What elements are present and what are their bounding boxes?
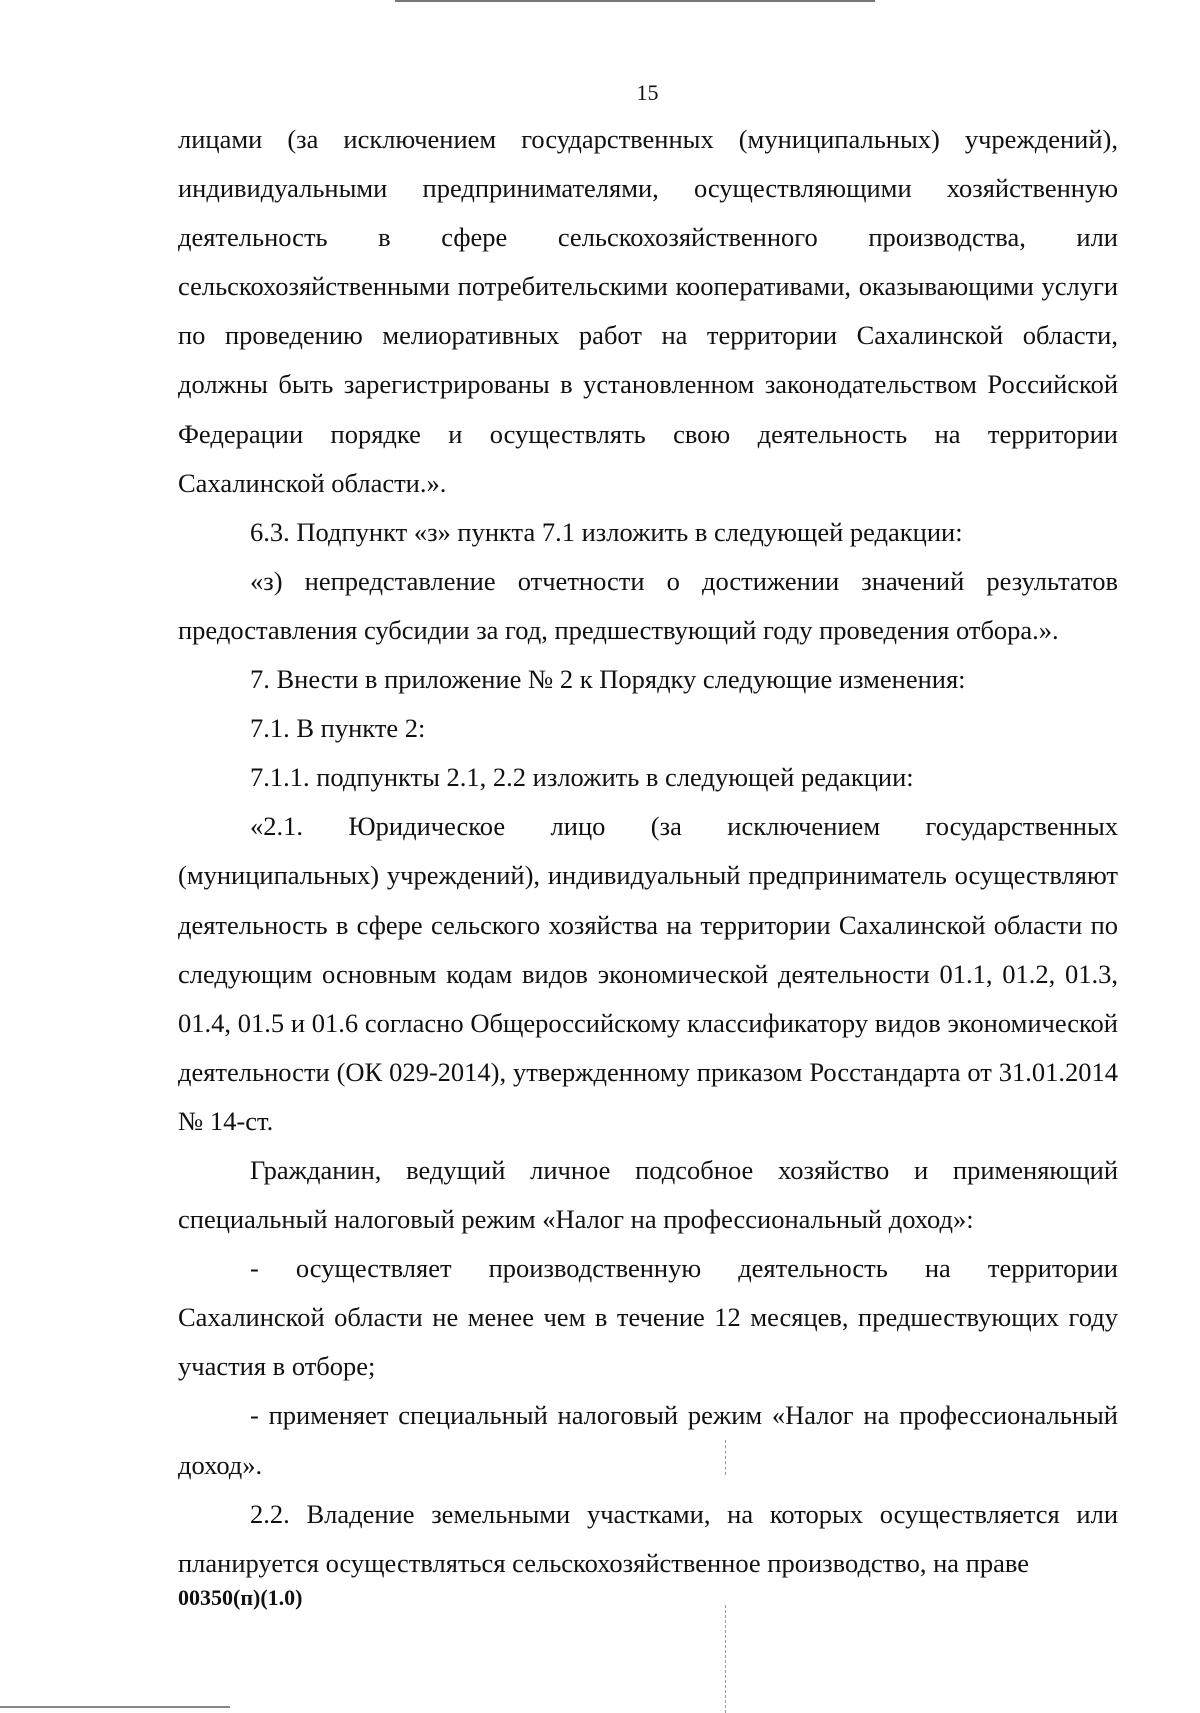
paragraph-continuation: лицами (за исключением государственных (муниципальных) учреждений), индивидуальными предпринимателями, осуществляющими хозяйственную деятельность в сфере сельскохозяйственного производства, или сельскохозяйственными потребительскими кооперативами, оказывающими услуги по проведению мелиоративных работ на территории Сахалинской области, должны быть зарегистрированы в установленном законодательством Российской Федерации порядке и осуществлять свою деятельность на территории Сахалинской области.». — [178, 124, 1118, 498]
list-item-activity: - осуществляет производственную деятельность на территории Сахалинской области не менее чем в течение 12 месяцев, предшествующих году участия в отборе; — [178, 1253, 1118, 1382]
scan-artifact-line — [725, 1605, 726, 1713]
paragraph-6-3: 6.3. Подпункт «з» пункта 7.1 изложить в следующей редакции: — [250, 516, 963, 547]
document-code: 00350(п)(1.0) — [178, 1585, 303, 1610]
scan-artifact-line — [725, 1440, 726, 1475]
page-number: 15 — [636, 80, 659, 105]
paragraph-7: 7. Внести в приложение № 2 к Порядку следующие изменения: — [250, 664, 966, 695]
paragraph-2-2: 2.2. Владение земельными участками, на которых осуществляется или планируется осуществляться сельскохозяйственное производство, на праве — [178, 1498, 1118, 1578]
document-body — [178, 115, 1118, 1588]
paragraph-7-1-1: 7.1.1. подпункты 2.1, 2.2 изложить в следующей редакции: — [250, 762, 914, 793]
paragraph-subitem-z: «з) непредставление отчетности о достижении значений результатов предоставления субсидии за год, предшествующий году проведения отбора.». — [178, 565, 1118, 645]
list-item-tax-regime: - применяет специальный налоговый режим «Налог на профессиональный доход». — [178, 1400, 1118, 1480]
top-scan-rule — [395, 0, 875, 2]
paragraph-citizen: Гражданин, ведущий личное подсобное хозяйство и применяющий специальный налоговый режим «Налог на профессиональный доход»: — [178, 1154, 1118, 1235]
bottom-scan-rule — [0, 1706, 230, 1708]
paragraph-7-1: 7.1. В пункте 2: — [250, 713, 426, 744]
paragraph-2-1: «2.1. Юридическое лицо (за исключением государственных (муниципальных) учреждений), индивидуальный предприниматель осуществляют деятельность в сфере сельского хозяйства на территории Сахалинской области по следующим основным кодам видов экономической деятельности 01.1, 01.2, 01.3, 01.4, 01.5 и 01.6 согласно Общероссийскому классификатору видов экономической деятельности (ОК 029-2014), утвержденному приказом Росстандарта от 31.01.2014 № 14-ст. — [178, 811, 1118, 1136]
